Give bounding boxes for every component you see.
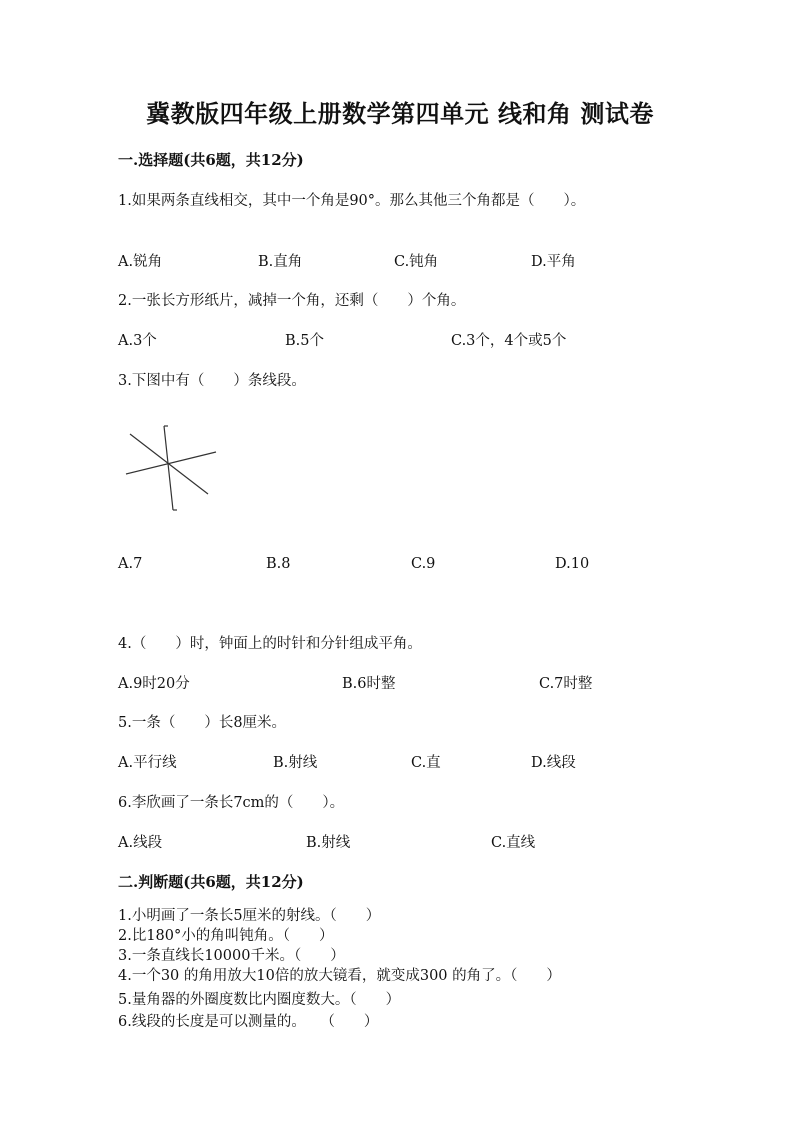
q1-option-d: D.平角 — [531, 254, 576, 270]
q2-option-b: B.5个 — [285, 333, 324, 349]
q6-option-c: C.直线 — [491, 835, 536, 851]
page-title: 冀教版四年级上册数学第四单元 线和角 测试卷 — [146, 99, 654, 128]
q5-option-d: D.线段 — [531, 755, 576, 771]
judgment-item-2: 2.比180°小的角叫钝角。（ ） — [118, 928, 334, 944]
q2-option-c: C.3个，4个或5个 — [451, 333, 567, 349]
question-1: 1.如果两条直线相交，其中一个角是90°。那么其他三个角都是（ ）。 — [118, 193, 586, 209]
q5-option-a: A.平行线 — [118, 755, 177, 771]
q6-option-b: B.射线 — [306, 835, 351, 851]
q4-option-b: B.6时整 — [342, 676, 396, 692]
judgment-item-6: 6.线段的长度是可以测量的。 （ ） — [118, 1014, 379, 1030]
question-2: 2.一张长方形纸片，减掉一个角，还剩（ ）个角。 — [118, 293, 466, 309]
q5-option-c: C.直 — [411, 755, 441, 771]
judgment-item-1: 1.小明画了一条长5厘米的射线。（ ） — [118, 908, 381, 924]
q4-option-c: C.7时整 — [539, 676, 593, 692]
q3-option-d: D.10 — [555, 556, 590, 572]
q1-option-b: B.直角 — [258, 254, 303, 270]
q3-option-b: B.8 — [266, 556, 291, 572]
judgment-item-5: 5.量角器的外圈度数比内圈度数大。（ ） — [118, 992, 401, 1008]
q1-option-a: A.锐角 — [118, 254, 163, 270]
q4-option-a: A.9时20分 — [118, 676, 190, 692]
judgment-item-4: 4.一个30 的角用放大10倍的放大镜看，就变成300 的角了。（ ） — [118, 968, 561, 984]
question-6: 6.李欣画了一条长7cm的（ ）。 — [118, 795, 345, 811]
judgment-item-3: 3.一条直线长10000千米。（ ） — [118, 948, 345, 964]
question-4: 4.（ ）时，钟面上的时针和分针组成平角。 — [118, 636, 422, 652]
q3-option-c: C.9 — [411, 556, 436, 572]
line-segments-figure — [118, 418, 228, 514]
section2-heading: 二.判断题(共6题，共12分) — [118, 873, 304, 891]
figure-segment-2 — [164, 426, 173, 510]
question-3: 3.下图中有（ ）条线段。 — [118, 373, 306, 389]
figure-segment-3 — [126, 452, 216, 474]
q3-option-a: A.7 — [118, 556, 143, 572]
q6-option-a: A.线段 — [118, 835, 163, 851]
q2-option-a: A.3个 — [118, 333, 157, 349]
section1-heading: 一.选择题(共6题，共12分) — [118, 151, 304, 169]
question-5: 5.一条（ ）长8厘米。 — [118, 715, 287, 731]
q5-option-b: B.射线 — [273, 755, 318, 771]
q1-option-c: C.钝角 — [394, 254, 439, 270]
